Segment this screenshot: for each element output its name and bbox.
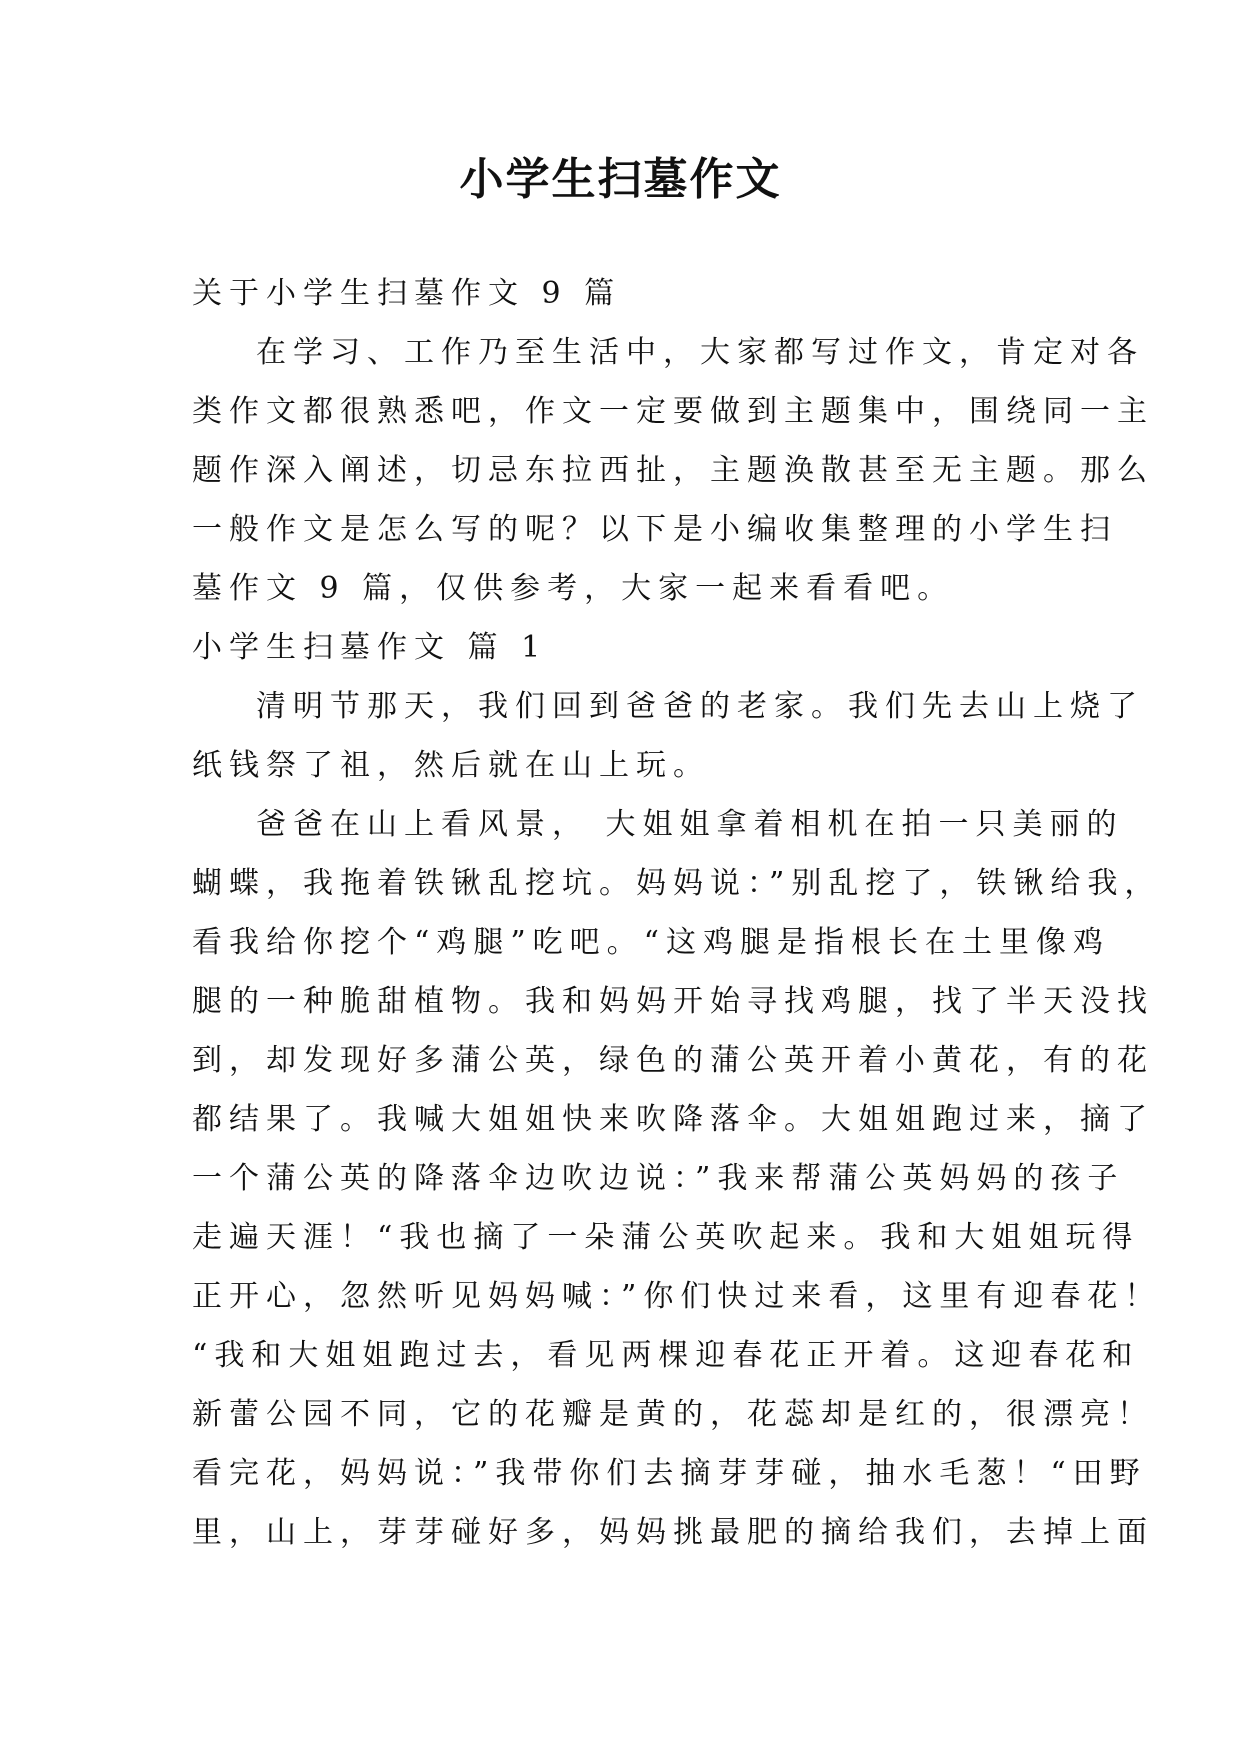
text-line: 到，却发现好多蒲公英，绿色的蒲公英开着小黄花，有的花: [192, 1043, 1154, 1078]
text-line: 墓作文 9 篇，仅供参考，大家一起来看看吧。: [192, 571, 955, 606]
text-line: 新蕾公园不同，它的花瓣是黄的，花蕊却是红的，很漂亮！: [192, 1397, 1154, 1432]
text-line: 类作文都很熟悉吧，作文一定要做到主题集中，围绕同一主: [192, 394, 1154, 429]
text-line: 一个蒲公英的降落伞边吹边说：”我来帮蒲公英妈妈的孩子: [192, 1161, 1125, 1196]
text-line: 关于小学生扫墓作文 9 篇: [192, 276, 622, 311]
text-line: 看完花，妈妈说：”我带你们去摘芽芽碰，抽水毛葱！“田野: [192, 1456, 1147, 1491]
document-title: 小学生扫墓作文: [459, 154, 782, 205]
text-line: 纸钱祭了祖，然后就在山上玩。: [192, 748, 710, 783]
text-line: 题作深入阐述，切忌东拉西扯，主题涣散甚至无主题。那么: [192, 453, 1154, 488]
text-line: 清明节那天，我们回到爸爸的老家。我们先去山上烧了: [256, 689, 1144, 724]
text-line: 都结果了。我喊大姐姐快来吹降落伞。大姐姐跑过来，摘了: [192, 1102, 1154, 1137]
text-line: 走遍天涯！“我也摘了一朵蒲公英吹起来。我和大姐姐玩得: [192, 1220, 1140, 1255]
text-line: 小学生扫墓作文 篇 1: [192, 630, 548, 665]
text-line: 爸爸在山上看风景， 大姐姐拿着相机在拍一只美丽的: [256, 807, 1124, 842]
text-line: 一般作文是怎么写的呢？以下是小编收集整理的小学生扫: [192, 512, 1117, 547]
text-line: 腿的一种脆甜植物。我和妈妈开始寻找鸡腿，找了半天没找: [192, 984, 1154, 1019]
text-line: 里，山上，芽芽碰好多，妈妈挑最肥的摘给我们，去掉上面: [192, 1515, 1154, 1550]
text-line: 正开心，忽然听见妈妈喊：”你们快过来看，这里有迎春花！: [192, 1279, 1162, 1314]
text-line: “我和大姐姐跑过去，看见两棵迎春花正开着。这迎春花和: [192, 1338, 1140, 1373]
text-line: 看我给你挖个“鸡腿”吃吧。“这鸡腿是指根长在土里像鸡: [192, 925, 1111, 960]
document-body: [192, 264, 1162, 1562]
text-line: 在学习、工作乃至生活中，大家都写过作文，肯定对各: [256, 335, 1144, 370]
text-line: 蝴蝶，我拖着铁锹乱挖坑。妈妈说：”别乱挖了，铁锹给我，: [192, 866, 1162, 901]
